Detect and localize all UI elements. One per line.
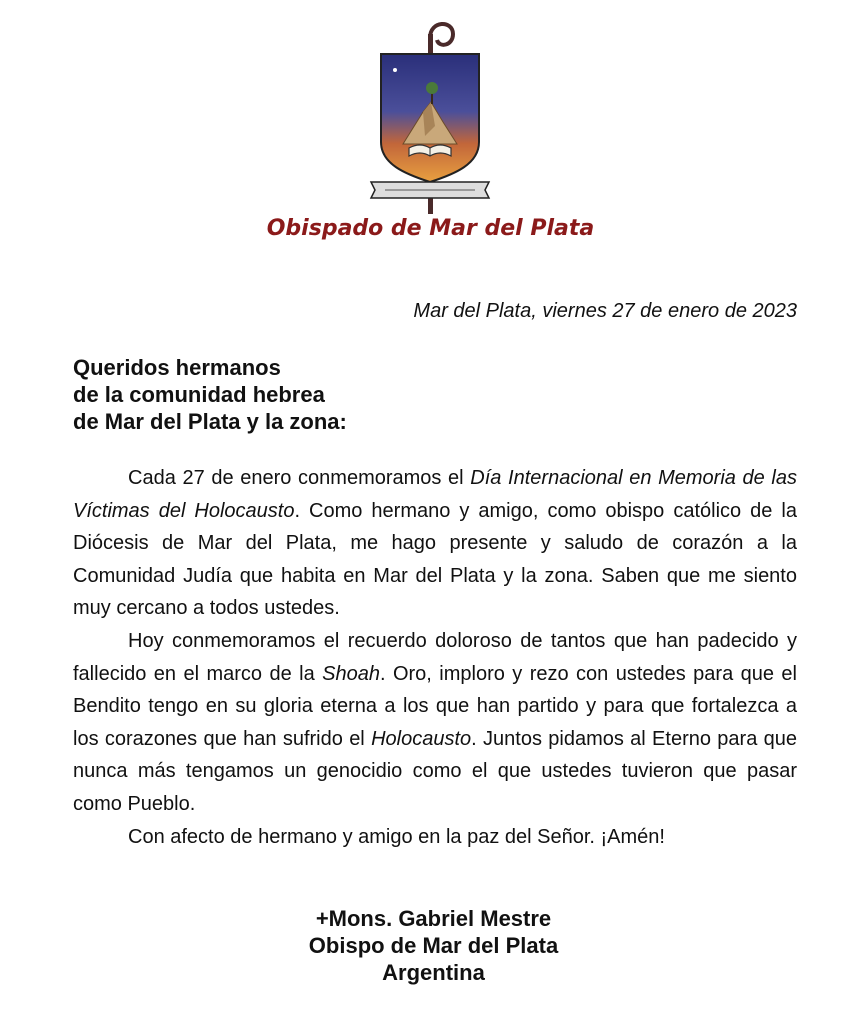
paragraph-2 (73, 625, 797, 821)
signature-line: Obispo de Mar del Plata (308, 933, 559, 958)
letter-salutation (73, 354, 347, 435)
paragraph-3: Con afecto de hermano y amigo en la paz del Señor. ¡Amén! (128, 825, 665, 848)
salutation-line: Queridos hermanos (73, 355, 281, 380)
text-run: . Oro, imploro y rezo con ustedes para que el Bendito tengo en su gloria eterna a los que han partido y para que fortalezca a los corazones que han sufrido el (73, 662, 797, 750)
text-run: . Juntos pidamos al Eterno para que nunca más tengamos un genocidio como el que ustedes tuvieron que pasar como Pueblo. (73, 727, 798, 815)
paragraph-1 (73, 462, 797, 625)
signature-block (0, 905, 861, 986)
letter-date: Mar del Plata, viernes 27 de enero de 2023 (413, 300, 797, 322)
salutation-line: de Mar del Plata y la zona: (73, 409, 347, 434)
signature-line: Argentina (382, 960, 485, 985)
emphasis-run: Día Internacional en Memoria de las Víctimas del Holocausto (73, 467, 798, 522)
text-run: Hoy conmemoramos el recuerdo doloroso de tantos que han padecido y fallecido en el marco de la (73, 629, 797, 685)
text-run: . Como hermano y amigo, como obispo católico de la Diócesis de Mar del Plata, me hago presente y saludo de corazón a la Comunidad Judía que habita en Mar del Plata y la zona. Saben que me siento muy cercano a todos ustedes. (73, 499, 797, 620)
signature-line: +Mons. Gabriel Mestre (315, 906, 552, 931)
text-run: Cada 27 de enero conmemoramos el (128, 467, 471, 489)
emphasis-run: Shoah (322, 662, 380, 685)
emphasis-run: Holocausto (371, 727, 472, 750)
organization-name: Obispado de Mar del Plata (266, 216, 595, 241)
diocesan-coat-of-arms-icon (365, 14, 495, 219)
salutation-line: de la comunidad hebrea (73, 382, 325, 407)
letter-body (73, 462, 797, 853)
